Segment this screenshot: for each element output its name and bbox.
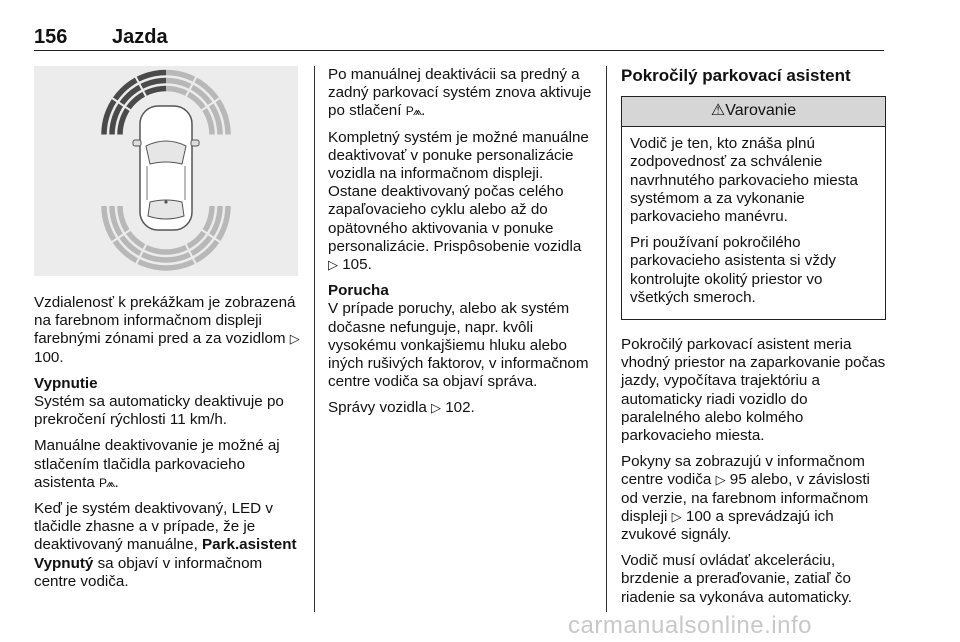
warning-icon: ⚠ [710, 102, 726, 119]
reference-arrow-icon: ▷ [328, 257, 338, 273]
page-number: 156 [34, 26, 68, 48]
paragraph: Pokyny sa zobrazujú v informačnom centre vodiča ▷ 95 alebo, v závislosti od verzie, na farebnom informačnom displeji ▷ 100 a sprevádzajú ich zvukové signály. [621, 453, 870, 544]
section-title: Pokročilý parkovací asistent [621, 66, 851, 85]
warning-body [622, 127, 885, 319]
display-message: Park.asistent Vypnutý [34, 536, 297, 572]
column-divider [314, 66, 315, 612]
page-header [34, 24, 884, 51]
reference-arrow-icon: ▷ [715, 472, 726, 488]
paragraph: Kompletný systém je možné manuálne deaktivovať v ponuke personalizácie vozidla na informačnom displeji. Ostane deaktivovaný počas celého zapaľovacieho cyklu alebo až do opätovného aktivovania v ponuke personalizácie. Prispôsobenie vozidla ▷ 105. [328, 128, 589, 274]
column-3 [621, 66, 886, 615]
section-heading-porucha: Porucha [328, 282, 389, 300]
chapter-title: Jazda [112, 26, 168, 48]
warning-title: Varovanie [725, 102, 797, 119]
paragraph: Vzdialenosť k prekážkam je zobrazená na farebnom informačnom displeji farebnými zónami pred a za vozidlom ▷ 100. [34, 294, 300, 366]
reference-arrow-icon: ▷ [430, 400, 441, 416]
reference-arrow-icon: ▷ [289, 331, 300, 347]
column-2 [328, 66, 594, 426]
paragraph: Manuálne deaktivovanie je možné aj stlačením tlačidla parkovacieho asistenta P⩕. [34, 437, 280, 491]
paragraph: Pokročilý parkovací asistent meria vhodný priestor na zaparkovanie počas jazdy, vypočítava trajektóriu a automaticky riadi vozidlo do paralelného alebo kolmého parkovacieho miesta. [621, 336, 886, 445]
paragraph: Systém sa automaticky deaktivuje po prekročení rýchlosti 11 km/h. [34, 393, 284, 429]
paragraph: Vodič je ten, kto znáša plnú zodpovednosť za schválenie navrhnutého parkovacieho miesta systémom a za vykonanie parkovacieho manévru. [630, 135, 858, 226]
watermark: carmanualsonline.info [568, 612, 812, 639]
warning-header [622, 97, 885, 127]
parking-sensor-illustration [34, 66, 298, 276]
paragraph: Vodič musí ovládať akceleráciu, brzdenie a preraďovanie, zatiaľ čo riadenie sa vykonáva automaticky. [621, 552, 853, 606]
paragraph: V prípade poruchy, alebo ak systém dočasne nefunguje, napr. kvôli vysokému vonkajšiemu hluku alebo iných rušivých faktorov, v informačnom centre vodiča sa objaví správa. [328, 300, 589, 391]
paragraph: Správy vozidla ▷ 102. [328, 399, 475, 417]
parking-button-icon: P⩕ [405, 104, 422, 119]
section-heading-vypnutie: Vypnutie [34, 374, 98, 392]
paragraph: Pri používaní pokročilého parkovacieho asistenta si vždy kontrolujte okolitý priestor vo všetkých smeroch. [630, 234, 836, 306]
reference-arrow-icon: ▷ [671, 508, 682, 524]
parking-button-icon: P⩕ [99, 475, 115, 490]
warning-box [621, 96, 886, 320]
paragraph: Keď je systém deaktivovaný, LED v tlačidle zhasne a v prípade, že je deaktivovaný manuálne, Park.asistent Vypnutý sa objaví v informačnom centre vodiča. [34, 500, 297, 590]
column-1 [34, 66, 302, 599]
paragraph: Po manuálnej deaktivácii sa predný a zadný parkovací systém znova aktivuje po stlačení P⩕. [328, 66, 592, 120]
column-divider [606, 66, 607, 612]
